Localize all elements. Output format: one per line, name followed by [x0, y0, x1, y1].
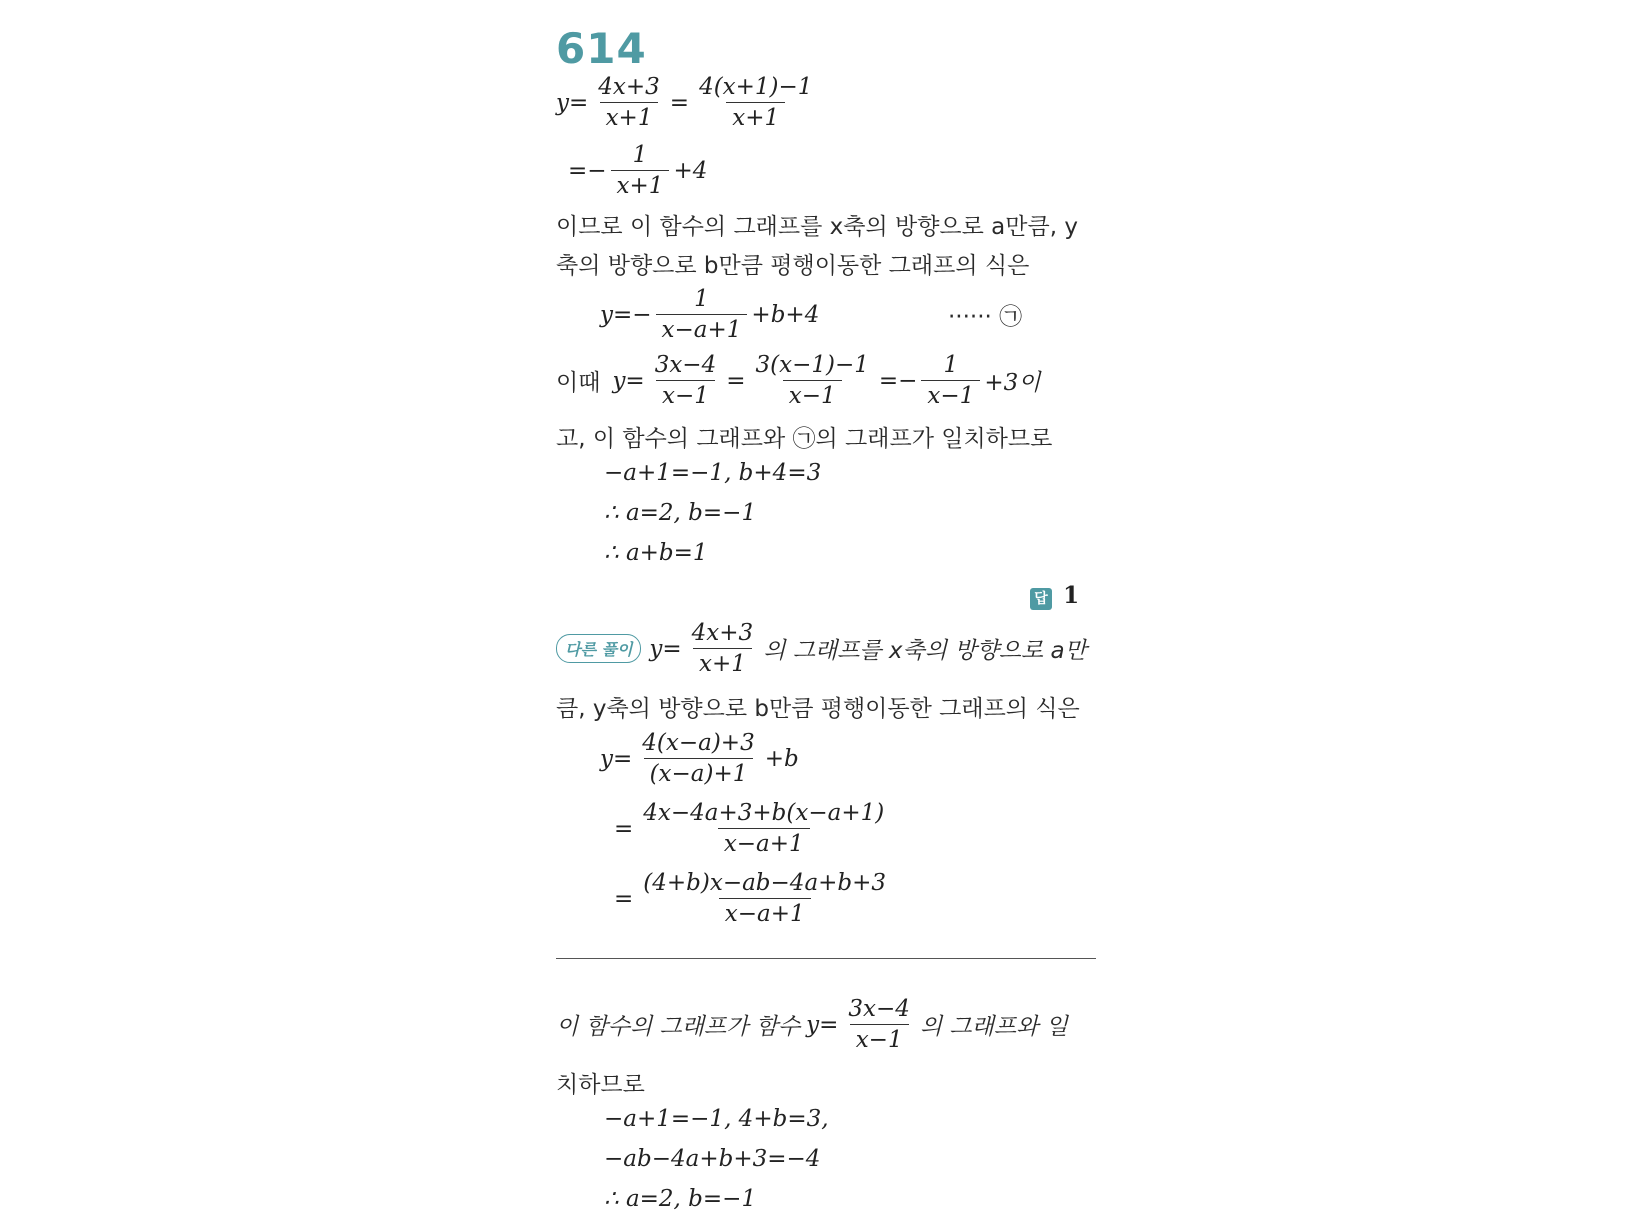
b1-prefix: 이 함수의 그래프가 함수 — [556, 1014, 801, 1040]
equation-line-2 — [568, 142, 707, 199]
equation-line-4 — [556, 352, 1040, 409]
alt-equation-3 — [614, 870, 896, 927]
alt-step-2: −ab−4a+b+3=−4 — [604, 1146, 821, 1172]
eq4-fraction-2 — [750, 352, 875, 409]
denominator: x−a+1 — [656, 314, 748, 343]
numerator: 1 — [943, 352, 959, 378]
problem-number: 614 — [556, 24, 647, 73]
b1-tail: 의 그래프와 일 — [919, 1014, 1068, 1040]
denominator: x+1 — [600, 102, 659, 131]
equation-line-1 — [556, 74, 822, 131]
equation-marker: ······ ㉠ — [948, 304, 1023, 330]
step-2: ∴ a=2, b=−1 — [604, 500, 757, 526]
eq4-fraction-1 — [649, 352, 723, 409]
denominator: x+1 — [611, 170, 670, 199]
denominator: (x−a)+1 — [644, 758, 754, 787]
numerator: 4x−4a+3+b(x−a+1) — [643, 800, 885, 826]
paragraph-3: 고, 이 함수의 그래프와 ㉠의 그래프가 일치하므로 — [556, 426, 1053, 452]
eq4-lhs: y= — [612, 367, 645, 394]
denominator: x+1 — [693, 648, 752, 677]
denominator: x−1 — [921, 380, 980, 409]
alt-step-3: ∴ a=2, b=−1 — [604, 1186, 757, 1212]
alt-equation-2 — [614, 800, 894, 857]
equals-sign: = — [669, 89, 690, 116]
eq3-fraction — [656, 286, 748, 343]
alt1-tail: 의 그래프를 x축의 방향으로 a만 — [763, 638, 1087, 664]
eq1-fraction-1 — [592, 74, 666, 131]
alt-equation-1 — [600, 730, 799, 787]
denominator: x−1 — [783, 380, 842, 409]
eq4-prefix: 이때 — [556, 370, 601, 396]
numerator: (4+b)x−ab−4a+b+3 — [643, 870, 887, 896]
alt1-fraction — [686, 620, 760, 677]
numerator: 1 — [694, 286, 709, 312]
alt-step-1: −a+1=−1, 4+b=3, — [604, 1106, 829, 1132]
answer-badge: 답 — [1030, 588, 1052, 610]
equals-sign: = — [726, 367, 746, 394]
paragraph-2: 축의 방향으로 b만큼 평행이동한 그래프의 식은 — [556, 253, 1030, 279]
alt-eq2-lhs: = — [614, 815, 634, 842]
alt-paragraph-2: 큼, y축의 방향으로 b만큼 평행이동한 그래프의 식은 — [556, 696, 1080, 722]
b1-lhs: y= — [806, 1011, 839, 1038]
alt-eq2-fraction — [637, 800, 890, 857]
denominator: x−a+1 — [719, 898, 811, 927]
alt-eq1-lhs: y= — [600, 745, 633, 772]
numerator: 4x+3 — [691, 620, 754, 646]
alt-paragraph-b2: 치하므로 — [556, 1072, 645, 1098]
numerator: 3x−4 — [654, 352, 717, 378]
numerator: 1 — [632, 142, 648, 168]
eq2-tail: +4 — [673, 157, 708, 184]
eq3-lhs: y=− — [600, 301, 652, 328]
numerator: 3(x−1)−1 — [755, 352, 869, 378]
equals-sign: =− — [878, 367, 918, 394]
eq1-lhs: y= — [556, 89, 589, 116]
paragraph-1: 이므로 이 함수의 그래프를 x축의 방향으로 a만큼, y — [556, 214, 1078, 240]
eq3-tail: +b+4 — [751, 301, 820, 328]
alt-solution-badge: 다른 풀이 — [556, 634, 641, 663]
numerator: 3x−4 — [848, 996, 910, 1022]
eq4-tail: +3이 — [984, 370, 1041, 396]
denominator: x+1 — [726, 102, 785, 131]
numerator: 4(x+1)−1 — [699, 74, 813, 100]
numerator: 4x+3 — [598, 74, 660, 100]
eq2-lhs: =− — [568, 157, 607, 184]
alt1-lhs: y= — [649, 635, 682, 662]
denominator: x−1 — [656, 380, 715, 409]
section-divider — [556, 958, 1096, 959]
alt-eq3-lhs: = — [614, 885, 634, 912]
equation-line-3 — [600, 286, 819, 343]
alt-eq3-fraction — [637, 870, 892, 927]
denominator: x−a+1 — [718, 828, 810, 857]
alt-line-1 — [556, 620, 1087, 677]
answer-row — [1030, 582, 1079, 610]
eq2-fraction — [611, 142, 670, 199]
denominator: x−1 — [850, 1024, 909, 1053]
answer-value: 1 — [1063, 582, 1080, 609]
alt-line-b1 — [556, 996, 1068, 1053]
eq1-fraction-2 — [693, 74, 818, 131]
alt-eq1-tail: +b — [764, 745, 799, 772]
step-1: −a+1=−1, b+4=3 — [604, 460, 822, 486]
alt-eq1-fraction — [636, 730, 760, 787]
numerator: 4(x−a)+3 — [642, 730, 755, 756]
eq4-fraction-3 — [921, 352, 980, 409]
b1-fraction — [842, 996, 916, 1053]
step-3: ∴ a+b=1 — [604, 540, 708, 566]
